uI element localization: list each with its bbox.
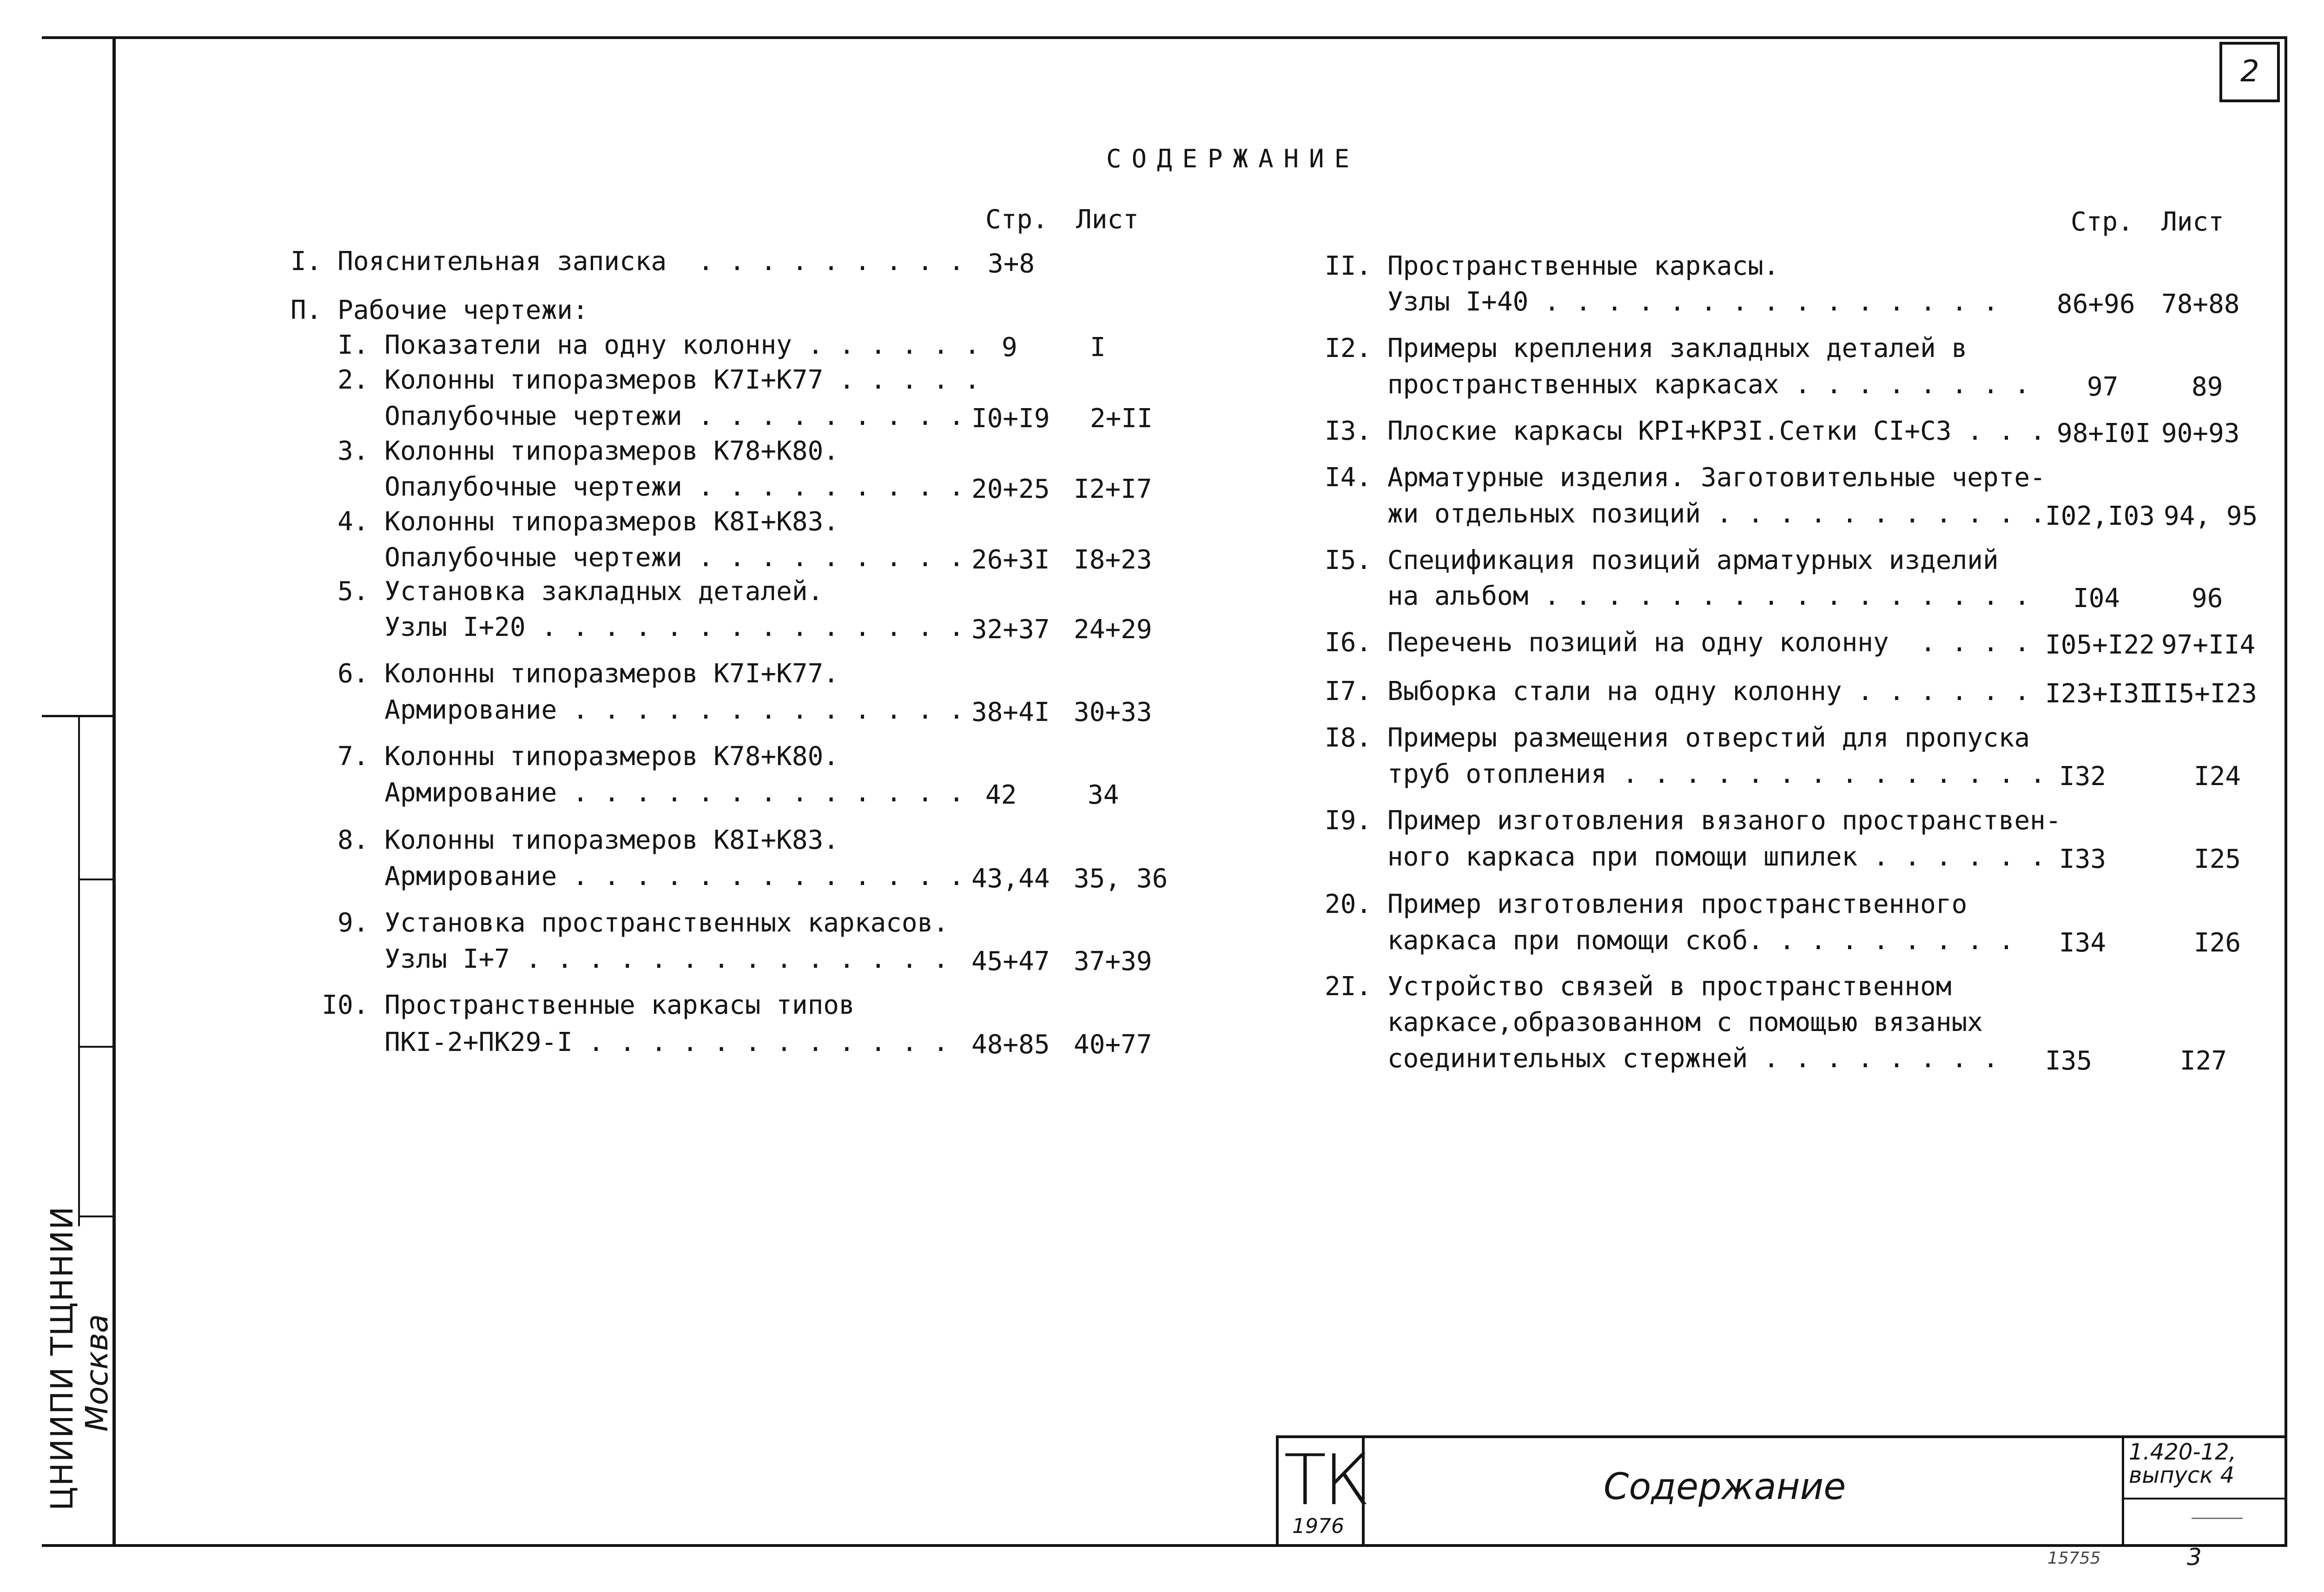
right-entry-11-page: 86+96 (2057, 289, 2135, 319)
stamp-left-line (1276, 1435, 1279, 1547)
left-entry-5-sheet: I2+I7 (1074, 474, 1152, 504)
stamp-series: 1.420-12, (2129, 1439, 2237, 1465)
right-entry-16: I6. Перечень позиций на одну колонну . . . . (1325, 628, 2030, 658)
side-stamp-organization: ЦНИИПИ ТЩННИИ (44, 1205, 80, 1511)
right-entry-17-sheet: II5+I23 (2147, 679, 2258, 709)
right-entry-19-page: I33 (2059, 844, 2106, 874)
left-entry-7-line2: Узлы I+20 . . . . . . . . . . . . . . (290, 612, 964, 642)
right-entry-11-line1: II. Пространственные каркасы. (1325, 251, 1779, 281)
left-entry-9-sheet: 34 (1088, 780, 1119, 810)
right-entry-18-line2: труб отопления . . . . . . . . . . . . . . (1325, 759, 2046, 789)
right-entry-15-page: I04 (2073, 583, 2120, 614)
left-entry-4-line2: Опалубочные чертежи . . . . . . . . . (290, 401, 964, 431)
left-entry-6-sheet: I8+23 (1074, 545, 1152, 575)
right-entry-15-line2: на альбом . . . . . . . . . . . . . . . . (1325, 581, 2030, 611)
left-entry-11-sheet: 37+39 (1074, 946, 1152, 977)
stamp-inventory-number: 15755 (2047, 1549, 2101, 1568)
right-entry-20-line2: каркаса при помощи скоб. . . . . . . . . (1325, 925, 2014, 956)
right-entry-12-sheet: 89 (2192, 372, 2223, 402)
left-entry-6-line2: Опалубочные чертежи . . . . . . . . . (290, 542, 964, 573)
left-entry-8-sheet: 30+33 (1074, 697, 1152, 727)
right-frame-line (2284, 36, 2287, 1547)
left-entry-12-page: 48+85 (971, 1030, 1050, 1060)
right-entry-12-line2: пространственных каркасах . . . . . . . . (1325, 370, 2030, 400)
right-entry-20-sheet: I26 (2194, 928, 2241, 958)
left-entry-8-line1: 6. Колонны типоразмеров К7I+К77. (290, 659, 839, 689)
side-stamp-h2 (78, 1046, 114, 1048)
left-entry-5-page: 20+25 (971, 474, 1050, 504)
left-entry-4-sheet: 2+II (1090, 403, 1153, 434)
stamp-dash (2192, 1518, 2243, 1519)
stamp-year: 1976 (1292, 1514, 1344, 1538)
left-entry-3-sheet: I (1090, 332, 1106, 363)
left-entry-3: I. Показатели на одну колонну . . . . . . (290, 330, 980, 360)
left-entry-8-page: 38+4I (971, 697, 1050, 727)
left-entry-10-sheet: 35, 36 (1074, 864, 1168, 894)
left-entry-7-sheet: 24+29 (1074, 614, 1152, 645)
right-entry-21-line1: 2I. Устройство связей в пространственном (1325, 971, 1952, 1002)
stamp-top-line (1276, 1435, 2287, 1438)
left-entry-5-line2: Опалубочные чертежи . . . . . . . . . (290, 472, 964, 502)
left-entry-11-line2: Узлы I+7 . . . . . . . . . . . . . . (290, 944, 949, 974)
right-entry-15-line1: I5. Спецификация позиций арматурных изделий (1325, 545, 1999, 575)
left-entry-11-page: 45+47 (971, 946, 1050, 977)
left-entry-1: I. Пояснительная записка . . . . . . . . . (290, 246, 964, 277)
stamp-sheet-number: 3 (2187, 1544, 2202, 1571)
right-entry-13-page: 98+I0I (2057, 418, 2151, 449)
right-entry-14-sheet: 94, 95 (2164, 501, 2258, 531)
right-entry-17-page: I23+I3I (2045, 679, 2155, 709)
top-frame-line (42, 36, 2287, 39)
left-header-sheet: Лист (1076, 205, 1139, 235)
right-entry-20-line1: 20. Пример изготовления пространственного (1325, 889, 1967, 919)
right-entry-13-sheet: 90+93 (2161, 418, 2240, 449)
stamp-doc-title: Содержание (1604, 1466, 1846, 1508)
left-entry-11-line1: 9. Установка пространственных каркасов. (290, 908, 949, 938)
right-entry-15-sheet: 96 (2192, 583, 2223, 614)
right-entry-20-page: I34 (2059, 928, 2106, 958)
left-entry-6-page: 26+3I (971, 545, 1050, 575)
left-entry-6-line1: 4. Колонны типоразмеров К8I+К83. (290, 507, 839, 537)
left-header-page: Стр. (985, 205, 1048, 235)
side-stamp-inner-line (78, 715, 80, 1226)
right-entry-11-sheet: 78+88 (2161, 289, 2240, 319)
right-entry-16-sheet: 97+II4 (2161, 630, 2256, 660)
side-stamp-h3 (78, 1215, 114, 1217)
stamp-right-divider (2122, 1435, 2124, 1547)
right-entry-17: I7. Выборка стали на одну колонну . . . . . . (1325, 676, 2030, 707)
left-entry-12-line2: ПКI-2+ПК29-I . . . . . . . . . . . . (290, 1027, 949, 1057)
right-entry-16-page: I05+I22 (2045, 630, 2155, 660)
right-entry-21-page: I35 (2045, 1046, 2093, 1076)
left-entry-7-line1: 5. Установка закладных деталей. (290, 576, 824, 607)
right-entry-18-line1: I8. Примеры размещения отверстий для пропуска (1325, 723, 2030, 753)
left-entry-3-page: 9 (1002, 332, 1017, 363)
right-entry-14-line2: жи отдельных позиций . . . . . . . . . . . (1325, 499, 2046, 529)
left-entry-4-page: I0+I9 (971, 403, 1050, 434)
left-entry-12-sheet: 40+77 (1074, 1030, 1152, 1060)
left-entry-7-page: 32+37 (971, 614, 1050, 645)
right-entry-13: I3. Плоские каркасы КРI+КР3I.Сетки СI+С3 . . . (1325, 416, 2046, 446)
page-number: 2 (2240, 54, 2259, 89)
right-entry-18-page: I32 (2059, 761, 2106, 792)
left-entry-10-page: 43,44 (971, 864, 1050, 894)
side-stamp-city: Москва (79, 1314, 115, 1432)
right-entry-11-line2: Узлы I+40 . . . . . . . . . . . . . . . (1325, 287, 1999, 317)
right-header-page: Стр. (2071, 207, 2133, 237)
right-entry-21-line2: каркасе,образованном с помощью вязаных (1325, 1007, 1983, 1037)
right-entry-21-line3: соединительных стержней . . . . . . . . (1325, 1044, 1999, 1074)
left-entry-2: П. Рабочие чертежи: (290, 295, 588, 325)
left-entry-4-line1: 2. Колонны типоразмеров К7I+К77 . . . . . (290, 365, 980, 395)
stamp-right-hline (2122, 1498, 2287, 1500)
right-entry-21-sheet: I27 (2180, 1046, 2227, 1076)
left-entry-1-page: 3+8 (988, 249, 1035, 279)
right-entry-19-sheet: I25 (2194, 844, 2241, 874)
stamp-logo-letters: ТК (1284, 1440, 1368, 1521)
left-entry-12-line1: I0. Пространственные каркасы типов (290, 990, 855, 1020)
right-entry-19-line2: ного каркаса при помощи шпилек . . . . . . (1325, 842, 2046, 872)
right-entry-12-page: 97 (2087, 372, 2119, 402)
right-entry-19-line1: I9. Пример изготовления вязаного пространствен- (1325, 806, 2061, 836)
left-entry-10-line2: Армирование . . . . . . . . . . . . . (290, 861, 964, 892)
left-entry-8-line2: Армирование . . . . . . . . . . . . . (290, 695, 964, 725)
stamp-issue: выпуск 4 (2129, 1462, 2235, 1488)
bottom-frame-line (42, 1544, 2287, 1547)
right-entry-14-page: I02,I03 (2045, 501, 2155, 531)
right-entry-14-line1: I4. Арматурные изделия. Заготовительные черте- (1325, 462, 2046, 493)
page-title: СОДЕРЖАНИЕ (1106, 144, 1360, 173)
left-entry-9-line2: Армирование . . . . . . . . . . . . . (290, 778, 964, 808)
left-entry-5-line1: 3. Колонны типоразмеров К78+К80. (290, 436, 839, 466)
right-entry-18-sheet: I24 (2194, 761, 2241, 792)
left-entry-9-page: 42 (985, 780, 1017, 810)
left-entry-9-line1: 7. Колонны типоразмеров К78+К80. (290, 741, 839, 772)
right-header-sheet: Лист (2161, 207, 2224, 237)
right-entry-12-line1: I2. Примеры крепления закладных деталей в (1325, 333, 1967, 363)
side-stamp-h1 (78, 879, 114, 880)
left-entry-10-line1: 8. Колонны типоразмеров К8I+К83. (290, 825, 839, 855)
